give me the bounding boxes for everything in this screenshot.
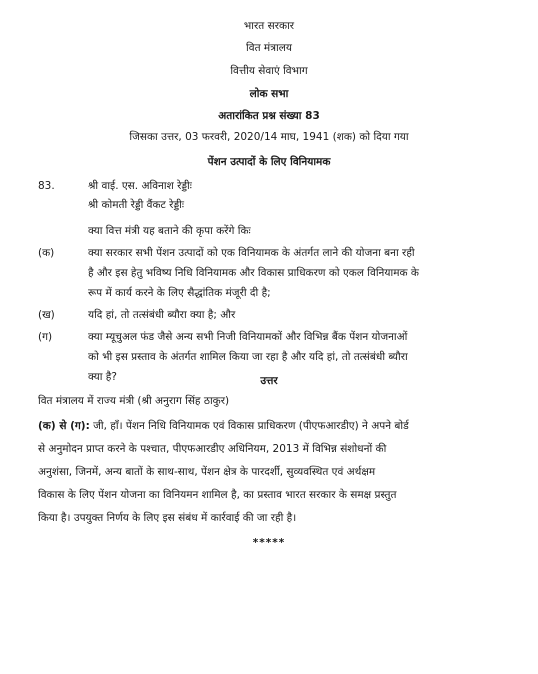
part-ka-line-3: रूप में कार्य करने के लिए सैद्धांतिक मंजूरी दी है; <box>88 287 271 299</box>
header-government: भारत सरकार <box>243 20 295 32</box>
header-department: वित्तीय सेवाएं विभाग <box>230 65 308 77</box>
part-ga-line-2: को भी इस प्रस्ताव के अंतर्गत शामिल किया जा रहा है और यदि हां, तो तत्संबंधी ब्यौरा <box>88 351 408 363</box>
answer-line-2: से अनुमोदन प्राप्त करने के पश्चात, पीएफआरडीए अधिनियम, 2013 में विभिन्न संशोधनों की <box>38 443 387 455</box>
question-intro: क्या वित्त मंत्री यह बताने की कृपा करेंगे किः <box>88 225 251 237</box>
answer-line-1 <box>38 420 409 433</box>
part-kha-line-1: यदि हां, तो तत्संबंधी ब्यौरा क्या है; और <box>88 309 236 321</box>
part-ka-line-2: है और इस हेतु भविष्य निधि विनियामक और विकास प्राधिकरण को एकल विनियामक के <box>88 267 419 279</box>
answer-date: जिसका उत्तर, 03 फरवरी, 2020/14 माघ, 1941 (शक) को दिया गया <box>129 131 409 143</box>
part-ga-line-1: क्या म्यूचुअल फंड जैसे अन्य सभी निजी विनियामकों और विभिन्न बैंक पेंशन योजनाओं <box>88 331 408 343</box>
answer-line-3: अनुशंसा, जिनमें, अन्य बातों के साथ-साथ, पेंशन क्षेत्र के पारदर्शी, सुव्यवस्थित एवं अर्थक्षम <box>38 466 376 478</box>
answer-line-5: किया है। उपयुक्त निर्णय के लिए इस संबंध में कार्रवाई की जा रही है। <box>38 512 297 524</box>
answer-minister: वित मंत्रालय में राज्य मंत्री (श्री अनुराग सिंह ठाकुर) <box>38 395 230 407</box>
part-label-kha: (ख) <box>38 309 55 321</box>
part-ka-line-1: क्या सरकार सभी पेंशन उत्पादों को एक विनियामक के अंतर्गत लाने की योजना बना रही <box>88 247 415 259</box>
part-label-ka: (क) <box>38 247 55 259</box>
part-ga-line-3: क्या है? <box>88 371 117 383</box>
header-house: लोक सभा <box>249 88 289 100</box>
answer-line-4: विकास के लिए पेंशन योजना का विनियमन शामिल है, का प्रस्ताव भारत सरकार के समक्ष प्रस्तुत <box>38 489 397 501</box>
member-name-1: श्री वाई. एस. अविनाश रेड्डीः <box>88 180 192 192</box>
question-title: अतारांकित प्रश्न संख्या 83 <box>218 110 320 122</box>
part-label-ga: (ग) <box>38 331 53 343</box>
end-mark: ***** <box>252 537 286 549</box>
answer-line-1-text: जी, हाँ। पेंशन निधि विनियामक एवं विकास प्राधिकरण (पीएफआरडीए) ने अपने बोर्ड <box>93 420 409 432</box>
header-ministry: वित मंत्रालय <box>246 42 292 54</box>
answer-heading: उत्तर <box>260 375 278 387</box>
question-subject: पेंशन उत्पादों के लिए विनियामक <box>207 156 331 168</box>
answer-label: (क) से (ग): <box>38 420 90 432</box>
question-number: 83. <box>38 180 55 192</box>
member-name-2: श्री कोमती रेड्डी वैंकट रेड्डीः <box>88 199 184 211</box>
